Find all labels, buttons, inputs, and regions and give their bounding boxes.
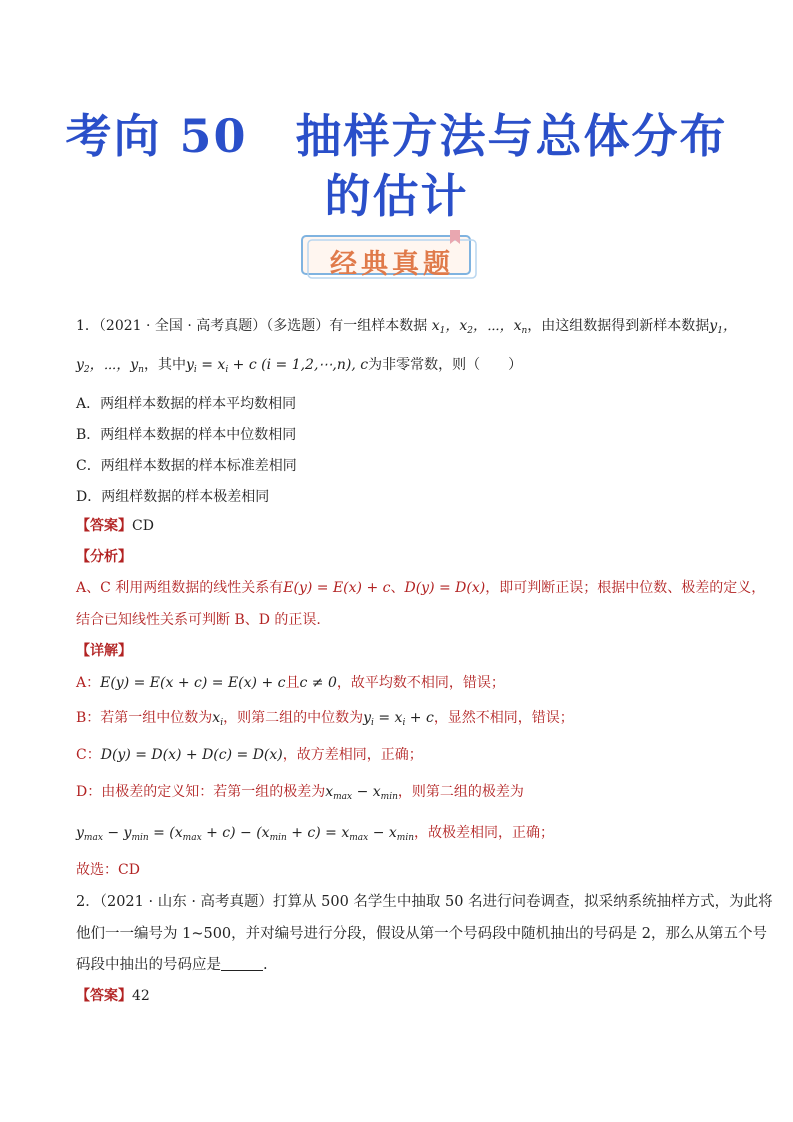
q1-detail-b: B：若第一组中位数为$x_i$，则第二组的中位数为$y_i = x_i + c$，显然不相同，错误； [76, 710, 574, 728]
q1-detail-d: D：由极差的定义知：若第一组的极差为$x_{max} - x_{min}$，则第二组的极差为 [76, 784, 524, 802]
q2-stem-line-2: 他们一一编号为 1~500，并对编号进行分段，假设从第一个号码段中随机抽出的号码是 2，那么从第五个号 [76, 926, 767, 942]
answer-blank [221, 956, 263, 971]
q1-stem-line-1: 1．（2021 · 全国 · 高考真题）（多选题）有一组样本数据 $x_1$，$x_2$，⋯，$x_n$，由这组数据得到新样本数据$y_1$， [76, 318, 737, 336]
page-title-line-1: 考向 50 抽样方法与总体分布 [65, 109, 728, 163]
q1-analysis-line-2: 结合已知线性关系可判断 B、D 的正误. [76, 612, 321, 628]
q1-detail-c: C：D(y) = D(x) + D(c) = D(x)，故方差相同，正确； [76, 747, 423, 763]
q1-option-b: B．两组样本数据的样本中位数相同 [76, 427, 297, 443]
q1-option-a: A．两组样本数据的样本平均数相同 [76, 396, 297, 412]
q1-stem-line-2: $y_2$，⋯，$y_n$，其中$y_i = x_i + c$ (i = 1,2,⋯,n), c为非零常数，则（ ） [76, 357, 523, 375]
q1-analysis-line-1: A、C 利用两组数据的线性关系有E(y) = E(x) + c、D(y) = D(x)，即可判断正误；根据中位数、极差的定义， [76, 580, 766, 596]
q1-answer: 【答案】CD [76, 518, 154, 534]
q2-stem-line-1: 2．（2021 · 山东 · 高考真题）打算从 500 名学生中抽取 50 名进行问卷调查，拟采纳系统抽样方式，为此将 [76, 894, 773, 910]
q1-analysis-label: 【分析】 [76, 549, 132, 565]
badge-label: 经典真题 [330, 249, 454, 280]
section-badge [300, 228, 478, 280]
q2-stem-line-3: 码段中抽出的号码应是 . [76, 957, 268, 973]
q1-detail-a: A：E(y) = E(x + c) = E(x) + c且c ≠ 0，故平均数不相同，错误； [76, 675, 505, 691]
page-title-line-2: 的估计 [324, 169, 469, 223]
q1-option-c: C．两组样本数据的样本标准差相同 [76, 458, 297, 474]
q2-answer: 【答案】42 [76, 988, 150, 1004]
q1-detail-d-formula: $y_{max} - y_{min} = (x_{max} + c) - (x_{min} + c) = x_{max} - x_{min}$，故极差相同，正确； [76, 825, 554, 843]
q1-choice: 故选：CD [76, 862, 140, 878]
q1-option-d: D．两组样数据的样本极差相同 [76, 489, 270, 505]
q1-detail-label: 【详解】 [76, 643, 132, 659]
